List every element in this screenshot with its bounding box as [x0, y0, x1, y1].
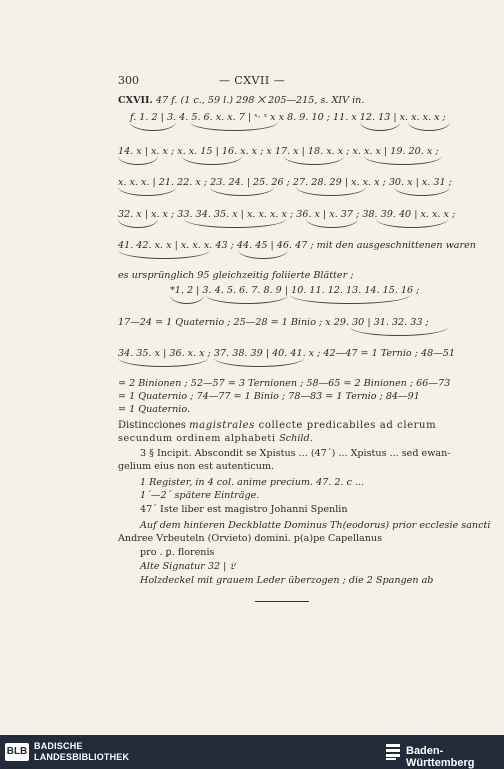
collation-line-3: x. x. x. | 21. 22. x ; 23. 24. | 25. 26 ; 27. 28. 29 | x. x. x ; 30. x | x. 31 ;	[118, 177, 452, 188]
work-title	[118, 420, 450, 432]
back-flyleaf-line-2: Andree Vrbeuteln (Orvieto) domini. p(a)pe Capellanus	[118, 533, 383, 544]
quire-line-3: = 2 Binionen ; 52—57 = 3 Ternionen ; 58—65 = 2 Binionen ; 66—73	[118, 378, 451, 389]
end-rule	[255, 601, 309, 602]
work-author: Schild.	[279, 433, 313, 444]
library-name-line-1: BADISCHE	[34, 741, 83, 751]
work-title-part-2: magistrales	[189, 420, 259, 431]
back-flyleaf-line-1: Auf dem hinteren Deckblatte Dominus Th(eodorus) prior ecclesie sancti	[140, 520, 491, 531]
original-foliation-arcs	[170, 295, 440, 305]
collation-arcs-5	[118, 250, 450, 260]
collation-arcs-2	[118, 156, 450, 166]
state-name[interactable]: Baden-Württemberg	[406, 745, 475, 769]
collation-arcs-4	[118, 219, 450, 229]
binding-note: Holzdeckel mit grauem Leder überzogen ; die 2 Spangen ab	[140, 575, 434, 586]
collation-arcs-1	[118, 122, 450, 132]
lions-emblem-icon	[384, 742, 402, 762]
quire-arcs-1	[118, 327, 450, 337]
page-number: 300	[118, 74, 139, 87]
incipit-line-2: gelium eius non est autenticum.	[118, 461, 275, 472]
blb-logo[interactable]: BLB	[5, 743, 29, 761]
register-note: 1 Register, in 4 col. anime precium. 47. 2. c ...	[140, 477, 365, 488]
ownership-note: 47´ Iste liber est magistro Johanni Spenlin	[140, 504, 348, 515]
original-foliation: *1. 2 | 3. 4. 5. 6. 7. 8. 9 | 10. 11. 12. 13. 14. 15. 16 ;	[170, 285, 420, 296]
collation-arcs-3	[118, 187, 450, 197]
incipit-line-1: 3 § Incipit. Abscondit se Xpistus ... (47´) ... Xpistus ... sed ewan-	[140, 448, 451, 459]
entry-heading	[118, 95, 450, 107]
quire-line-5: = 1 Quaternio.	[118, 404, 191, 415]
collation-line-1: f. 1. 2 | 3. 4. 5. 6. x. x. 7 | ˣ· ˣ x x 8. 9. 10 ; 11. x 12. 13 | x. x. x. x ;	[130, 112, 446, 123]
running-title: — CXVII —	[218, 74, 286, 87]
page-header	[0, 74, 504, 90]
entry-physical-description: 47 f. (1 c., 59 l.) 298 ⨉ 205—215, s. XIV in.	[152, 95, 365, 106]
collation-line-2: 14. x | x. x ; x. x. 15 | 16. x. x ; x 17. x | 18. x. x ; x. x. x | 19. 20. x ;	[118, 146, 439, 157]
work-title-part-4: secundum ordinem alphabeti	[118, 433, 280, 444]
library-name[interactable]	[34, 741, 129, 763]
entry-number: CXVII.	[118, 95, 153, 106]
quire-line-1: 17—24 = 1 Quaternio ; 25—28 = 1 Binio ; x 29. 30 | 31. 32. 33 ;	[118, 317, 429, 328]
work-title-part-3: collecte predicabiles ad clerum	[258, 420, 437, 431]
collation-note: es ursprünglich 95 gleichzeitig foliierte Blätter ;	[118, 270, 354, 281]
footer-bar	[0, 735, 504, 769]
library-name-line-2: LANDESBIBLIOTHEK	[34, 752, 130, 762]
price-note: pro . ꝑ. florenis	[140, 547, 215, 558]
quire-line-2: 34. 35. x | 36. x. x ; 37. 38. 39 | 40. 41. x ; 42—47 = 1 Ternio ; 48—51	[118, 348, 456, 359]
collation-line-5: 41. 42. x. x | x. x. x. 43 ; 44. 45 | 46. 47 ; mit den ausgeschnittenen waren	[118, 240, 476, 251]
work-title-part-1: Distincciones	[118, 420, 190, 431]
collation-line-4: 32. x | x. x ; 33. 34. 35. x | x. x. x. x ; 36. x | x. 37 ; 38. 39. 40 | x. x. x ;	[118, 209, 456, 220]
later-entries-note: 1´—2´ spätere Einträge.	[140, 490, 260, 501]
work-title-cont	[118, 433, 450, 445]
quire-line-4: = 1 Quaternio ; 74—77 = 1 Binio ; 78—83 = 1 Ternio ; 84—91	[118, 391, 420, 402]
quire-arcs-2	[118, 358, 450, 368]
old-shelfmark: Alte Signatur 32 | 𝔏	[140, 561, 236, 572]
